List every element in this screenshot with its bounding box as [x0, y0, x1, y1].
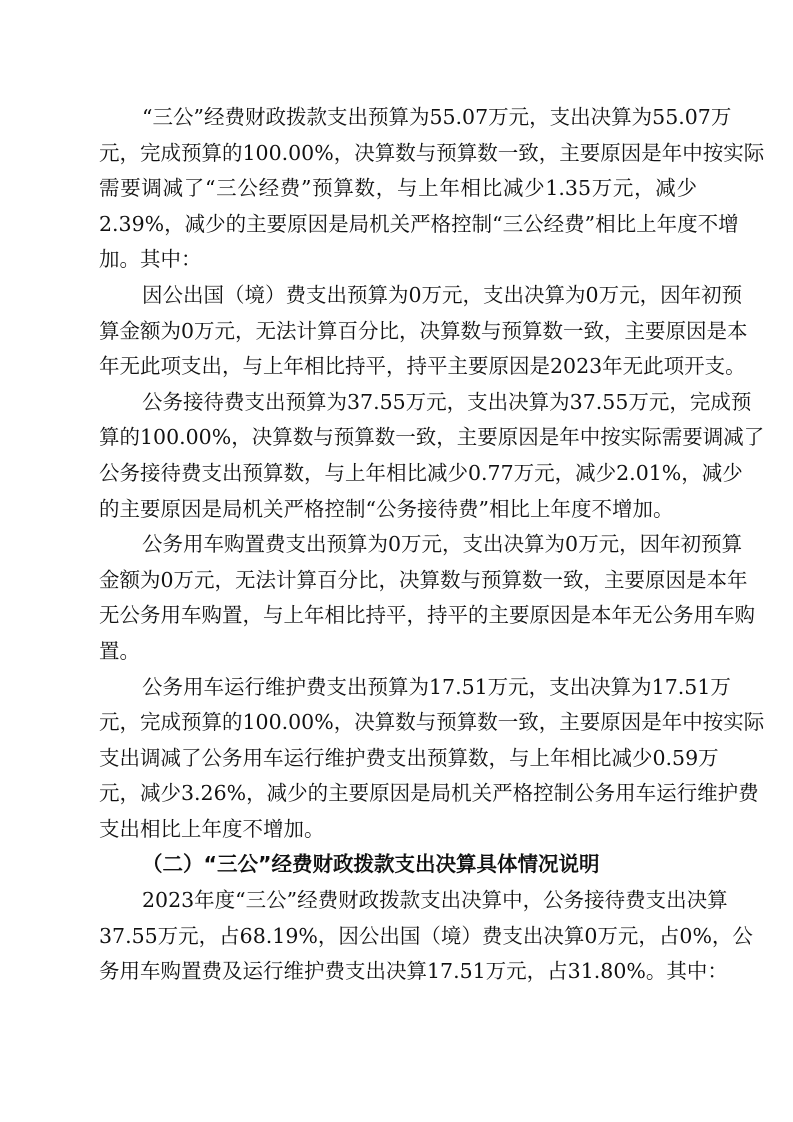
text-line: （二）“三公”经费财政拨款支出决算具体情况说明	[142, 852, 600, 877]
text-line: 公务接待费支出预算为37.55万元，支出决算为37.55万元，完成预	[142, 389, 752, 414]
text-line: 公务用车购置费支出预算为0万元，支出决算为0万元，因年初预算	[142, 532, 743, 557]
document-body	[99, 100, 765, 990]
text-line: 元，完成预算的100.00%，决算数与预算数一致，主要原因是年中按实际	[99, 710, 765, 735]
paragraph	[99, 100, 765, 278]
text-line: 算的100.00%，决算数与预算数一致，主要原因是年中按实际需要调减了	[99, 425, 765, 450]
text-line: 加。其中：	[99, 247, 202, 272]
section-heading	[99, 847, 697, 883]
text-line: 务用车购置费及运行维护费支出决算17.51万元，占31.80%。其中：	[99, 959, 728, 984]
text-line: 年无此项支出，与上年相比持平，持平主要原因是2023年无此项开支。	[99, 354, 746, 379]
text-line: 需要调减了“三公经费”预算数，与上年相比减少1.35万元，减少	[99, 176, 697, 201]
text-line: 支出调减了公务用车运行维护费支出预算数，与上年相比减少0.59万	[99, 745, 719, 770]
text-line: “三公”经费财政拨款支出预算为55.07万元，支出决算为55.07万	[142, 105, 732, 129]
paragraph	[99, 527, 755, 669]
paragraph	[99, 883, 753, 990]
text-line: 公务用车运行维护费支出预算为17.51万元，支出决算为17.51万	[142, 674, 731, 699]
text-line: 2.39%，减少的主要原因是局机关严格控制“三公经费”相比上年度不增	[99, 211, 739, 236]
text-line: 置。	[99, 638, 140, 663]
text-line: 2023年度“三公”经费财政拨款支出决算中，公务接待费支出决算	[142, 888, 728, 913]
text-line: 元，完成预算的100.00%，决算数与预算数一致，主要原因是年中按实际	[99, 140, 765, 165]
paragraph	[99, 385, 765, 527]
text-line: 算金额为0万元，无法计算百分比，决算数与预算数一致，主要原因是本	[99, 318, 748, 343]
text-line: 支出相比上年度不增加。	[99, 816, 325, 841]
paragraph	[99, 670, 765, 848]
text-line: 公务接待费支出预算数，与上年相比减少0.77万元，减少2.01%，减少	[99, 460, 743, 485]
text-line: 的主要原因是局机关严格控制“公务接待费”相比上年度不增加。	[99, 496, 674, 521]
text-line: 因公出国（境）费支出预算为0万元，支出决算为0万元，因年初预	[142, 282, 743, 307]
text-line: 元，减少3.26%，减少的主要原因是局机关严格控制公务用车运行维护费	[99, 781, 759, 806]
text-line: 无公务用车购置，与上年相比持平，持平的主要原因是本年无公务用车购	[99, 603, 755, 628]
text-line: 金额为0万元，无法计算百分比，决算数与预算数一致，主要原因是本年	[99, 567, 748, 592]
text-line: 37.55万元，占68.19%，因公出国（境）费支出决算0万元，占0%，公	[99, 923, 753, 948]
paragraph	[99, 278, 748, 385]
